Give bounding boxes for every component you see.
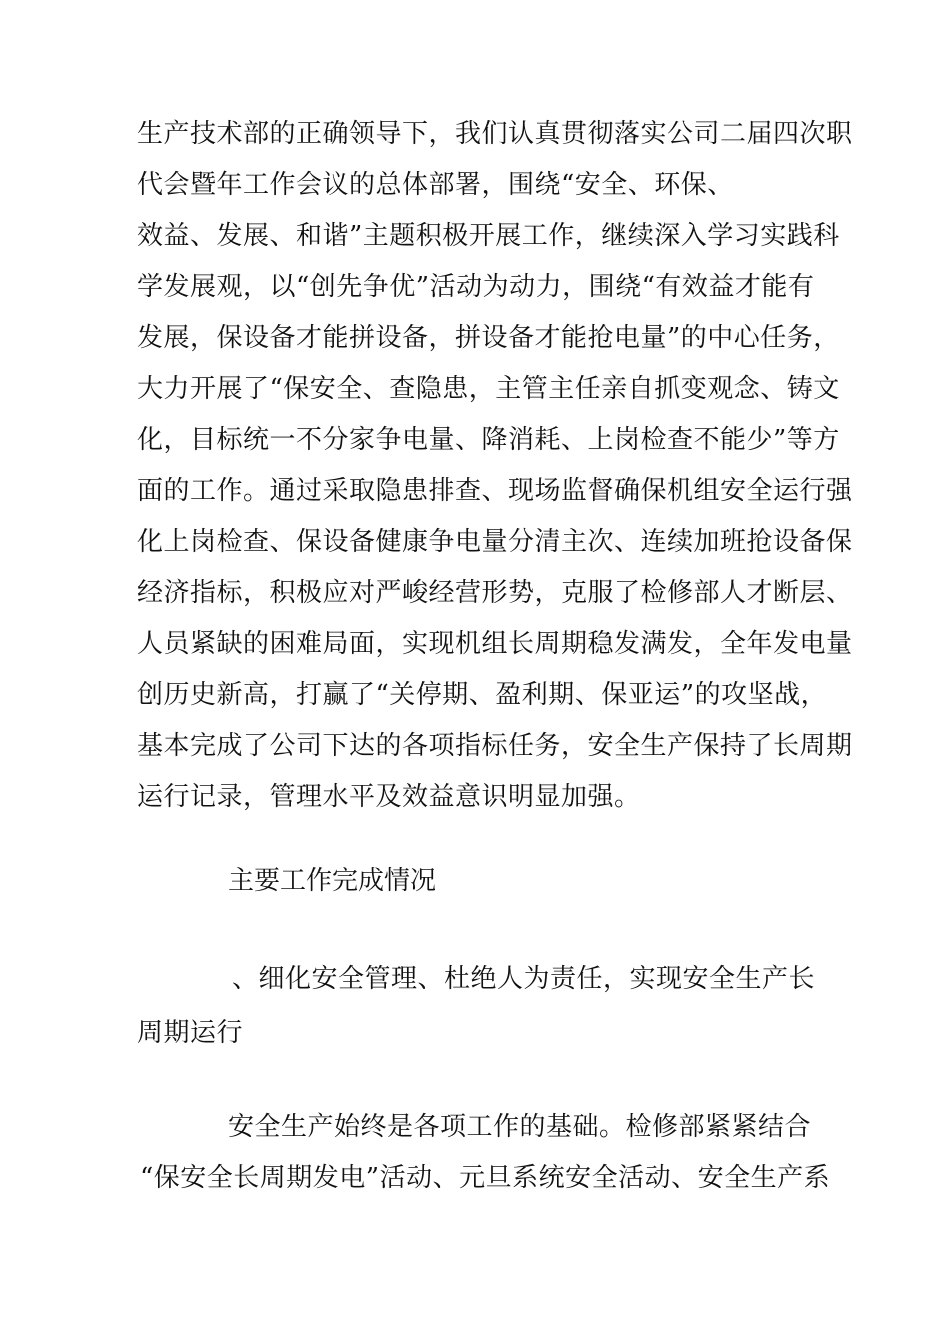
- subheading-line: 周期运行: [137, 1018, 244, 1048]
- body-text-line: 经济指标，积极应对严峻经营形势，克服了检修部人才断层、: [137, 578, 853, 608]
- body-text-line: 化上岗检查、保设备健康争电量分清主次、连续加班抢设备保: [137, 527, 853, 557]
- section-heading: 主要工作完成情况: [228, 866, 437, 896]
- body-text-line: 面的工作。通过采取隐患排查、现场监督确保机组安全运行强: [137, 476, 853, 506]
- subheading-line: 、细化安全管理、杜绝人为责任，实现安全生产长: [232, 964, 816, 994]
- body-text-line: 发展，保设备才能拼设备，拼设备才能抢电量”的中心任务，: [137, 323, 840, 353]
- body-text-line: 生产技术部的正确领导下，我们认真贯彻落实公司二届四次职: [137, 119, 853, 149]
- body-text-line: 基本完成了公司下达的各项指标任务，安全生产保持了长周期: [137, 731, 853, 761]
- body-text-line: 安全生产始终是各项工作的基础。检修部紧紧结合: [228, 1112, 812, 1142]
- body-text-line: 效益、发展、和谐”主题积极开展工作，继续深入学习实践科: [137, 221, 840, 251]
- body-text-line: 创历史新高，打赢了“关停期、盈利期、保亚运”的攻坚战，: [137, 680, 828, 710]
- body-text-line: 化，目标统一不分家争电量、降消耗、上岗检查不能少”等方: [137, 425, 840, 455]
- body-text-line: 学发展观，以“创先争优”活动为动力，围绕“有效益才能有: [137, 272, 815, 302]
- body-text-line: 人员紧缺的困难局面，实现机组长周期稳发满发，全年发电量: [137, 629, 853, 659]
- body-text-line: 代会暨年工作会议的总体部署，围绕“安全、环保、: [137, 170, 734, 200]
- body-text-line: 大力开展了“保安全、查隐患，主管主任亲自抓变观念、铸文: [137, 374, 840, 404]
- body-text-line: 运行记录，管理水平及效益意识明显加强。: [137, 782, 641, 812]
- body-text-line: “保安全长周期发电”活动、元旦系统安全活动、安全生产系: [140, 1163, 831, 1193]
